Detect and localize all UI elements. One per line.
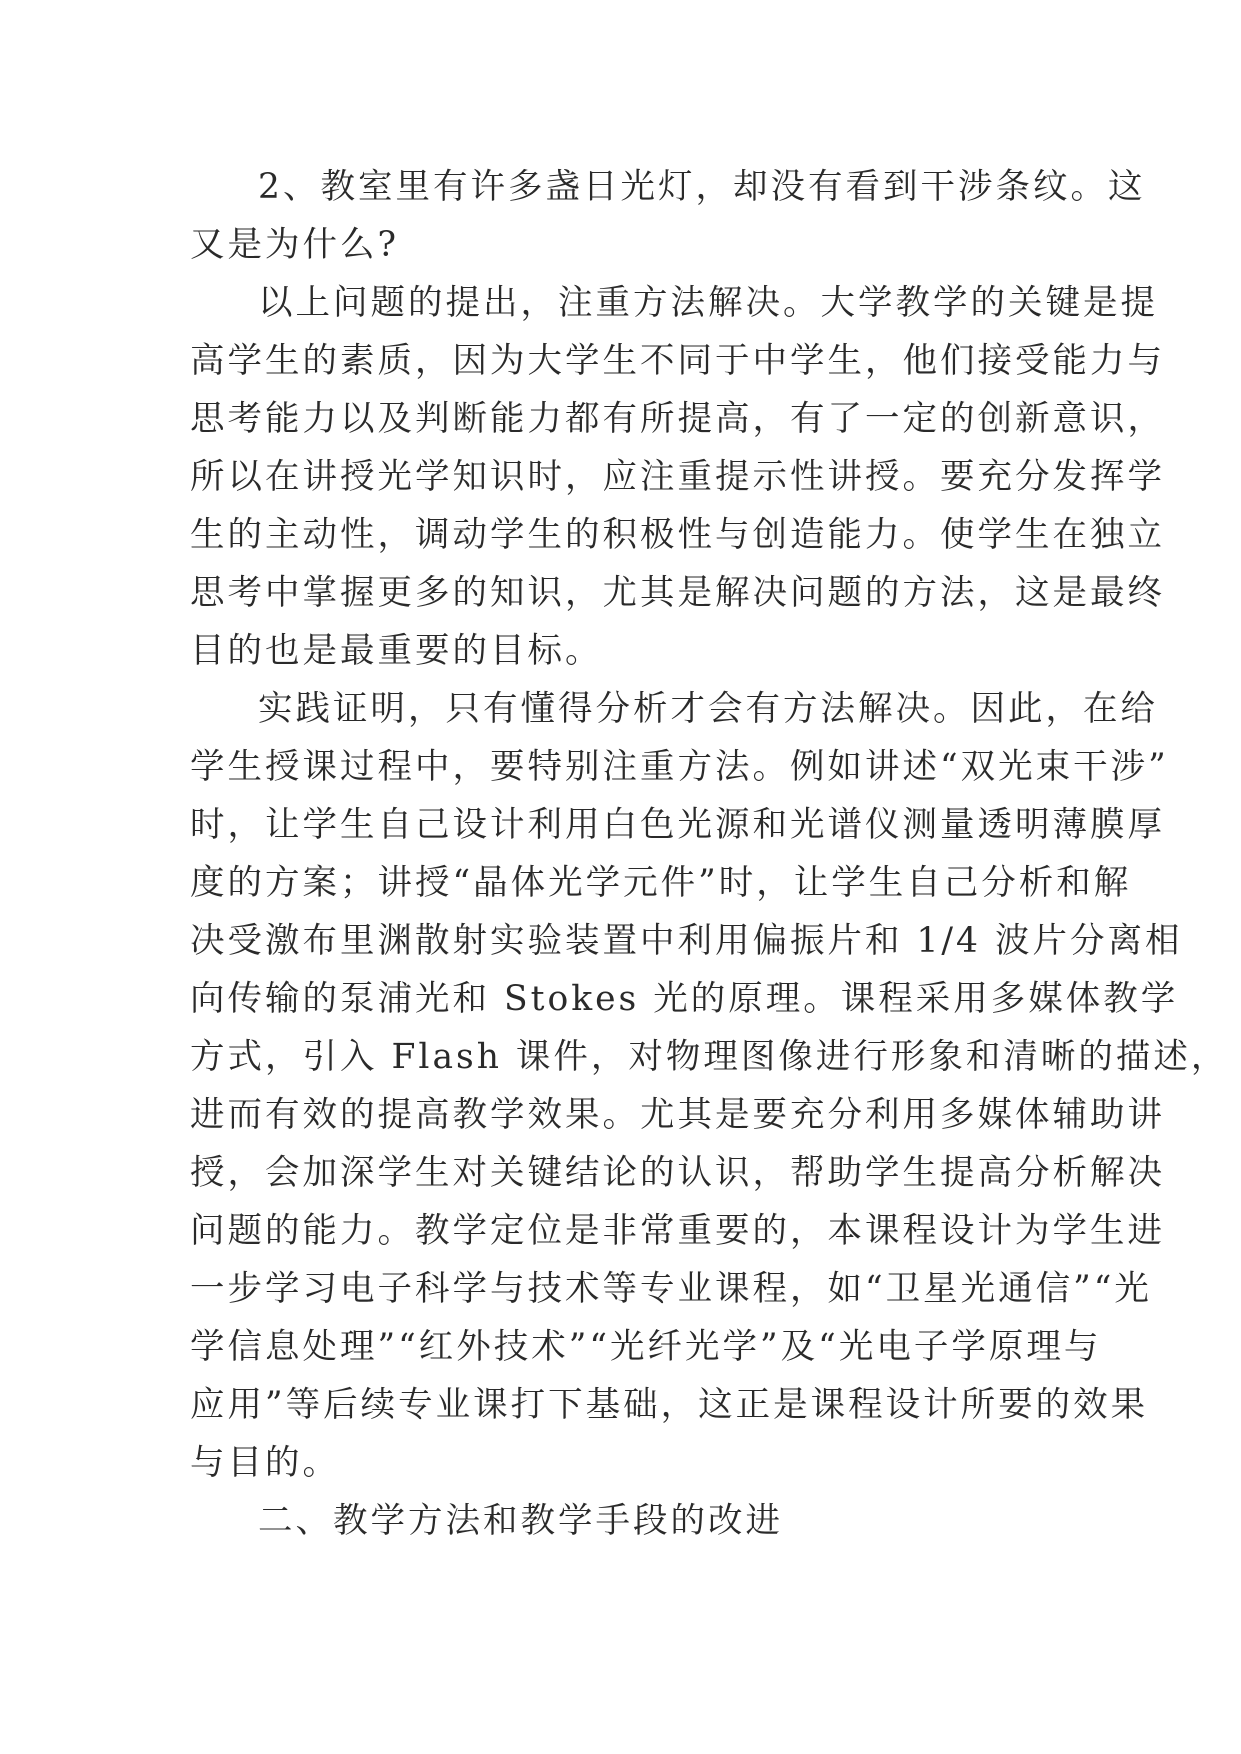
text-line: 高学生的素质，因为大学生不同于中学生，他们接受能力与 [190,341,1165,381]
text-line: 所以在讲授光学知识时，应注重提示性讲授。要充分发挥学 [190,457,1165,497]
text-line: 思考中掌握更多的知识，尤其是解决问题的方法，这是最终 [190,573,1165,613]
text-line: 度的方案；讲授“晶体光学元件”时，让学生自己分析和解 [190,863,1132,903]
text-line: 2、教室里有许多盏日光灯，却没有看到干涉条纹。这 [258,167,1146,207]
text-line: 目的也是最重要的目标。 [190,631,603,671]
text-line: 与目的。 [190,1443,340,1483]
text-line: 进而有效的提高教学效果。尤其是要充分利用多媒体辅助讲 [190,1095,1165,1135]
text-line: 问题的能力。教学定位是非常重要的，本课程设计为学生进 [190,1211,1165,1251]
text-line: 以上问题的提出，注重方法解决。大学教学的关键是提 [258,283,1158,323]
text-line: 又是为什么? [190,225,399,265]
text-line: 一步学习电子科学与技术等专业课程，如“卫星光通信”“光 [190,1269,1152,1309]
text-line: 思考能力以及判断能力都有所提高，有了一定的创新意识， [190,399,1165,439]
text-line: 方式，引入 Flash 课件，对物理图像进行形象和清晰的描述， [190,1037,1229,1077]
body-text [190,158,1229,1550]
text-line: 向传输的泵浦光和 Stokes 光的原理。课程采用多媒体教学 [190,979,1179,1019]
text-line: 学信息处理”“红外技术”“光纤光学”及“光电子学原理与 [190,1327,1102,1367]
text-line: 应用”等后续专业课打下基础，这正是课程设计所要的效果 [190,1385,1149,1425]
section-heading: 二、教学方法和教学手段的改进 [258,1501,783,1541]
text-line: 实践证明，只有懂得分析才会有方法解决。因此，在给 [258,689,1158,729]
text-line: 决受激布里渊散射实验装置中利用偏振片和 1/4 波片分离相 [190,921,1183,961]
text-line: 授，会加深学生对关键结论的认识，帮助学生提高分析解决 [190,1153,1165,1193]
text-line: 时，让学生自己设计利用白色光源和光谱仪测量透明薄膜厚 [190,805,1165,845]
text-line: 学生授课过程中，要特别注重方法。例如讲述“双光束干涉” [190,747,1169,787]
text-line: 生的主动性，调动学生的积极性与创造能力。使学生在独立 [190,515,1165,555]
